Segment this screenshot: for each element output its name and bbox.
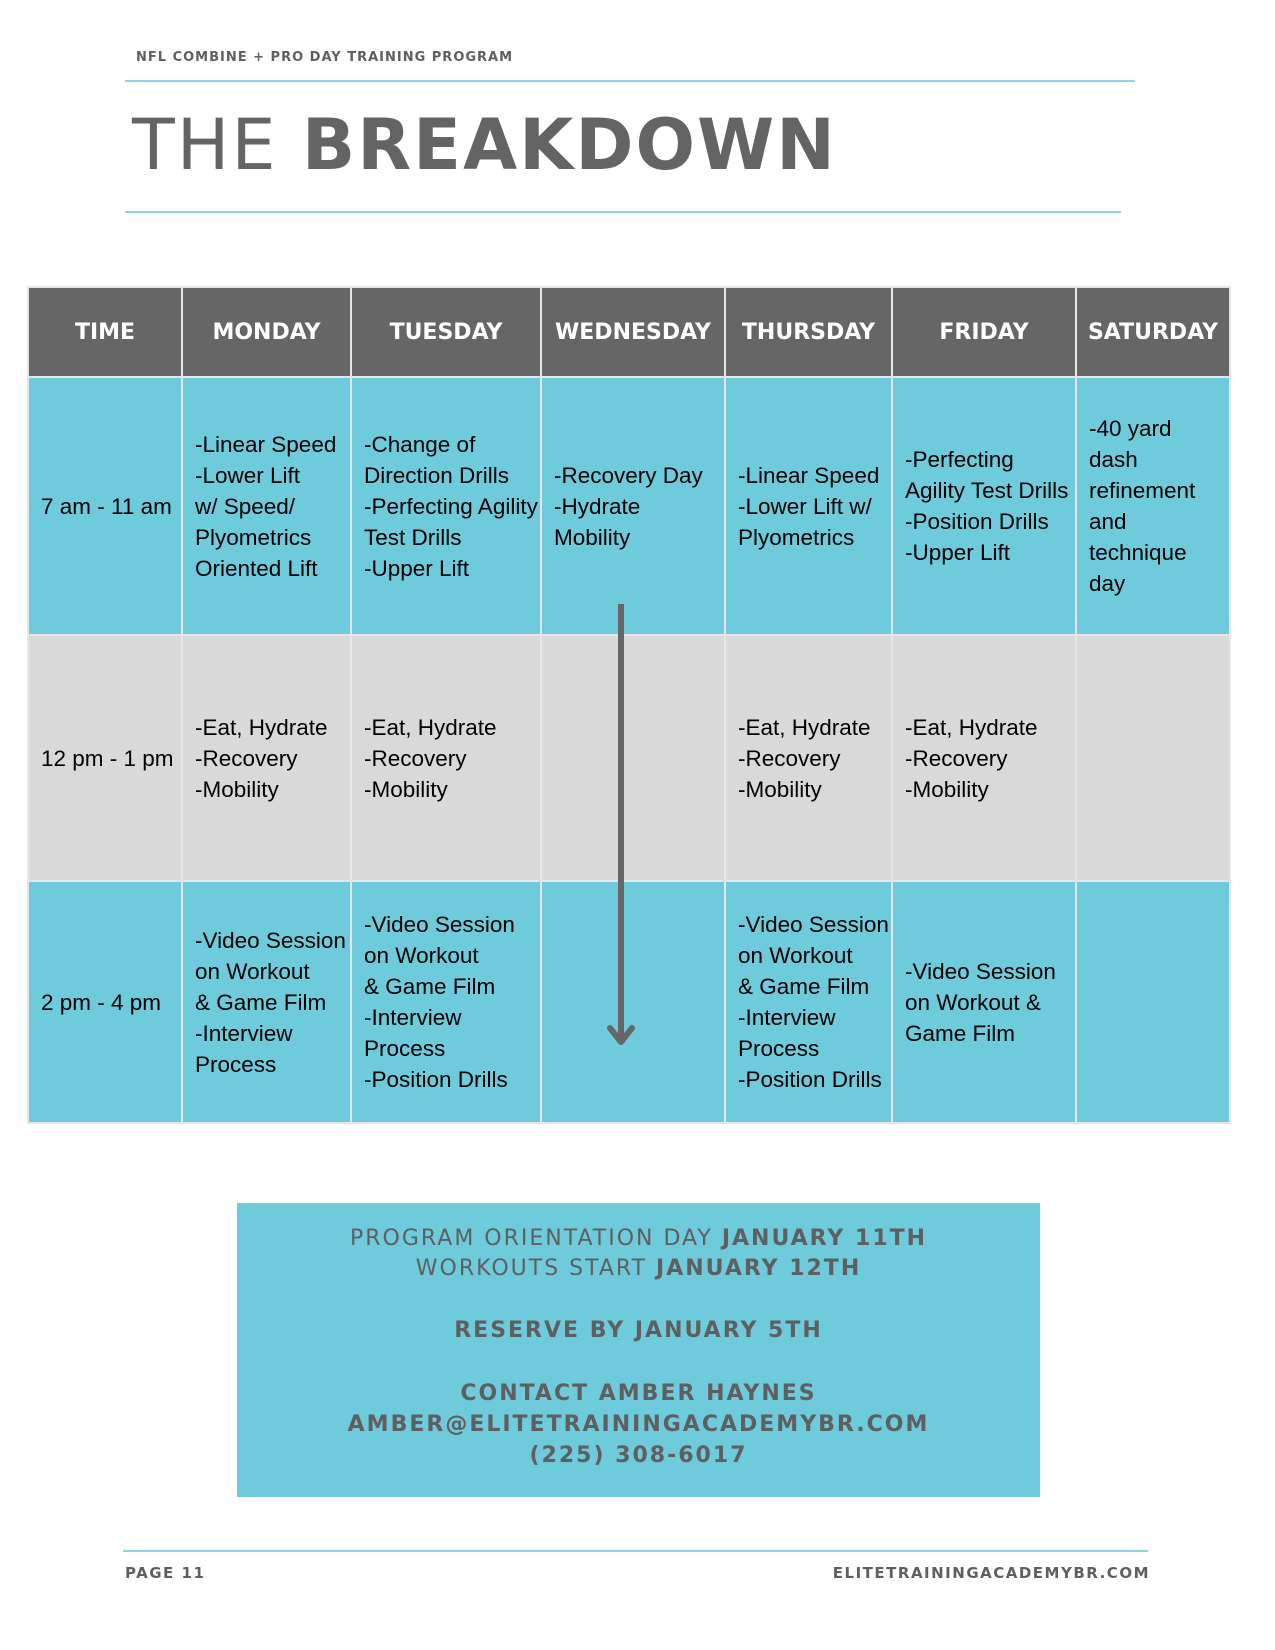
workouts-line — [237, 1256, 1040, 1281]
monday-cell — [182, 881, 351, 1123]
cell-line: Oriented Lift — [195, 555, 318, 581]
cell-line: Process — [738, 1036, 820, 1061]
thursday-cell — [725, 377, 892, 635]
saturday-cell — [1076, 635, 1230, 881]
cell-line: -Position Drills — [738, 1067, 882, 1092]
cell-line: w/ Speed/ — [195, 493, 296, 519]
cell-line: -Mobility — [195, 776, 279, 802]
cell-line: Game Film — [905, 1020, 1016, 1046]
cell-line: Test Drills — [364, 524, 462, 550]
cell-line: -Lower Lift — [195, 462, 301, 488]
title-light: THE — [132, 104, 278, 186]
col-header-time: TIME — [28, 287, 182, 377]
cell-line: -Recovery Day — [554, 462, 703, 488]
footer-website-link[interactable]: ELITETRAININGACADEMYBR.COM — [832, 1564, 1150, 1582]
monday-cell — [182, 377, 351, 635]
cell-line: -Upper Lift — [905, 540, 1011, 565]
cell-line: -Interview — [195, 1020, 293, 1046]
time-cell: 12 pm - 1 pm — [28, 635, 182, 881]
friday-cell — [892, 377, 1076, 635]
cell-line: on Workout — [195, 958, 310, 984]
col-header-wednesday: WEDNESDAY — [541, 287, 725, 377]
time-cell: 2 pm - 4 pm — [28, 881, 182, 1123]
tuesday-cell — [351, 635, 541, 881]
cell-line: -Mobility — [738, 776, 822, 802]
table-row — [28, 377, 1230, 635]
col-header-friday: FRIDAY — [892, 287, 1076, 377]
cell-line: -Video Session — [905, 958, 1056, 984]
col-header-monday: MONDAY — [182, 287, 351, 377]
top-rule — [125, 80, 1135, 82]
friday-cell — [892, 881, 1076, 1123]
wednesday-cell — [541, 377, 725, 635]
footer-rule — [123, 1550, 1148, 1552]
orientation-date: JANUARY 11TH — [721, 1226, 928, 1251]
cell-line: Plyometrics — [195, 524, 312, 550]
title-rule — [125, 211, 1121, 213]
time-cell: 7 am - 11 am — [28, 377, 182, 635]
cell-line: & Game Film — [738, 974, 870, 999]
contact-phone[interactable]: (225) 308-6017 — [529, 1443, 748, 1468]
col-header-tuesday: TUESDAY — [351, 287, 541, 377]
cell-line: -Video Session — [738, 912, 889, 937]
monday-cell — [182, 635, 351, 881]
cell-line: on Workout & — [905, 989, 1041, 1015]
tuesday-cell — [351, 881, 541, 1123]
cell-line: Plyometrics — [738, 524, 855, 550]
cell-line: -Linear Speed — [195, 431, 337, 457]
cell-line: Process — [195, 1051, 277, 1077]
cell-line: day — [1089, 571, 1126, 596]
title-bold: BREAKDOWN — [301, 104, 837, 186]
cell-line: -Mobility — [905, 776, 989, 802]
page-title — [132, 104, 837, 186]
cell-line: -Lower Lift w/ — [738, 493, 872, 519]
col-header-saturday: SATURDAY — [1076, 287, 1230, 377]
cell-line: -Perfecting Agility — [364, 493, 538, 519]
orientation-line — [237, 1226, 1040, 1251]
workouts-label: WORKOUTS START — [415, 1256, 648, 1281]
thursday-cell — [725, 635, 892, 881]
cell-line: -Interview — [364, 1005, 462, 1030]
cell-line: -Mobility — [364, 776, 448, 802]
page-number: PAGE 11 — [125, 1564, 206, 1582]
cell-line: technique — [1089, 540, 1187, 565]
cell-line: -Recovery — [905, 745, 1008, 771]
cell-line: Direction Drills — [364, 462, 510, 488]
cell-line: -Eat, Hydrate — [195, 714, 328, 740]
contact-email[interactable]: AMBER@ELITETRAININGACADEMYBR.COM — [347, 1412, 930, 1437]
cell-line: -Change of — [364, 431, 476, 457]
program-dates-banner — [237, 1203, 1040, 1497]
cell-line: on Workout — [738, 943, 853, 968]
cell-line: -Perfecting — [905, 447, 1014, 472]
cell-line: -40 yard — [1089, 416, 1172, 441]
cell-line: -Hydrate Mobility — [554, 493, 641, 550]
cell-line: -Eat, Hydrate — [364, 714, 497, 740]
workouts-date: JANUARY 12TH — [656, 1256, 862, 1281]
cell-line: -Position Drills — [364, 1067, 508, 1092]
cell-line: -Linear Speed — [738, 462, 880, 488]
cell-line: -Recovery — [195, 745, 298, 771]
down-arrow-icon — [606, 604, 636, 1050]
thursday-cell — [725, 881, 892, 1123]
cell-line: -Video Session — [195, 927, 346, 953]
tuesday-cell — [351, 377, 541, 635]
cell-line: & Game Film — [195, 989, 327, 1015]
cell-line: dash — [1089, 447, 1138, 472]
saturday-cell — [1076, 377, 1230, 635]
cell-line: -Recovery — [364, 745, 467, 771]
cell-line: Agility Test Drills — [905, 478, 1069, 503]
cell-line: -Recovery — [738, 745, 841, 771]
schedule-header-row — [28, 287, 1230, 377]
cell-line: Process — [364, 1036, 446, 1061]
cell-line: and — [1089, 509, 1127, 534]
cell-line: refinement — [1089, 478, 1196, 503]
cell-line: -Eat, Hydrate — [738, 714, 871, 740]
cell-line: -Position Drills — [905, 509, 1049, 534]
cell-line: -Video Session — [364, 912, 515, 937]
cell-line: on Workout — [364, 943, 479, 968]
cell-line: -Upper Lift — [364, 555, 470, 581]
cell-line: -Interview — [738, 1005, 836, 1030]
friday-cell — [892, 635, 1076, 881]
program-kicker: NFL COMBINE + PRO DAY TRAINING PROGRAM — [136, 50, 514, 65]
contact-name: CONTACT AMBER HAYNES — [460, 1381, 817, 1406]
col-header-thursday: THURSDAY — [725, 287, 892, 377]
saturday-cell — [1076, 881, 1230, 1123]
reserve-deadline: RESERVE BY JANUARY 5TH — [454, 1318, 823, 1343]
orientation-label: PROGRAM ORIENTATION DAY — [349, 1226, 713, 1251]
cell-line: -Eat, Hydrate — [905, 714, 1038, 740]
cell-line: & Game Film — [364, 974, 496, 999]
